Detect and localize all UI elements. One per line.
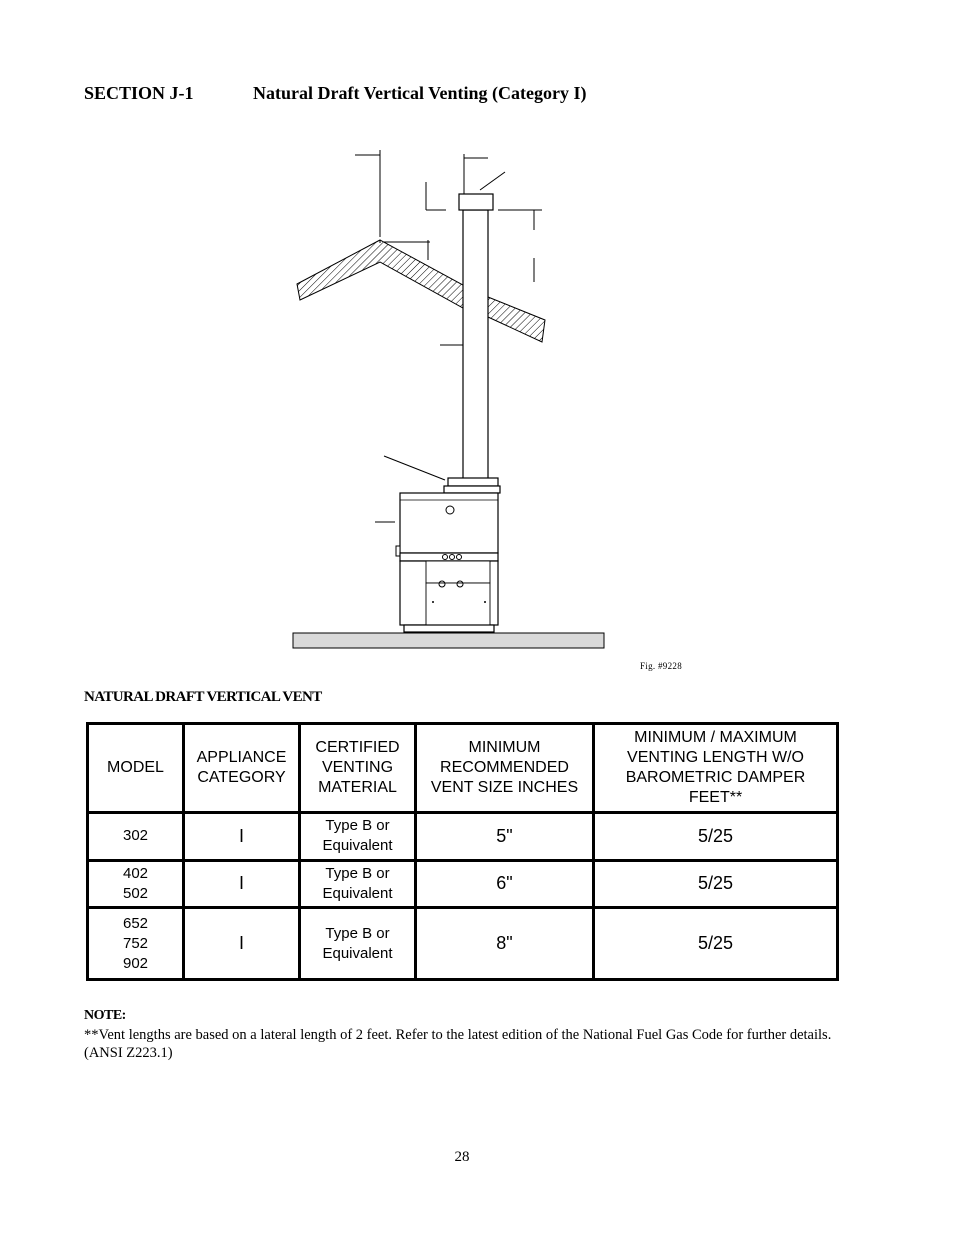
cell-length: 5/25 [595, 814, 836, 862]
table-row [89, 909, 836, 978]
roof-right [488, 297, 545, 342]
cell-size: 8" [417, 909, 595, 978]
section-heading [84, 83, 586, 104]
cell-material: Type B or Equivalent [301, 862, 417, 910]
floor [293, 633, 604, 648]
table-header-row [89, 725, 836, 814]
cell-category: I [185, 814, 301, 862]
section-title: Natural Draft Vertical Venting (Category I) [253, 83, 587, 103]
header-model: MODEL [89, 725, 185, 814]
cell-model: 652 752 902 [89, 909, 185, 978]
page-number: 28 [454, 1149, 470, 1165]
cell-category: I [185, 909, 301, 978]
cell-length: 5/25 [595, 862, 836, 910]
boiler [396, 493, 498, 632]
note-label: NOTE: [84, 1008, 126, 1023]
header-category: APPLIANCE CATEGORY [185, 725, 301, 814]
cell-material: Type B or Equivalent [301, 814, 417, 862]
header-size: MINIMUM RECOMMENDED VENT SIZE INCHES [417, 725, 595, 814]
draft-hood [448, 478, 498, 486]
roof-left [297, 240, 463, 308]
table-title: NATURAL DRAFT VERTICAL VENT [84, 689, 322, 705]
cell-material: Type B or Equivalent [301, 909, 417, 978]
table-row [89, 814, 836, 862]
header-length: MINIMUM / MAXIMUM VENTING LENGTH W/O BAROMETRIC DAMPER FEET** [595, 725, 836, 814]
cell-size: 5" [417, 814, 595, 862]
vent-table [86, 722, 839, 981]
figure-caption: Fig. #9228 [640, 661, 683, 671]
cell-model: 402 502 [89, 862, 185, 910]
vent-cap [459, 194, 493, 210]
cell-length: 5/25 [697, 933, 734, 954]
cell-size: 6" [417, 862, 595, 910]
table-row [89, 862, 836, 910]
section-id: SECTION J-1 [84, 83, 194, 103]
header-material: CERTIFIED VENTING MATERIAL [301, 725, 417, 814]
vent-diagram [280, 140, 620, 660]
cell-model: 302 [89, 814, 185, 862]
cell-category: I [185, 862, 301, 910]
note-text: **Vent lengths are based on a lateral length of 2 feet. Refer to the latest edition of the National Fuel Gas Code for further details. (ANSI Z223.1) [84, 1027, 832, 1061]
vent-pipe [463, 210, 488, 486]
